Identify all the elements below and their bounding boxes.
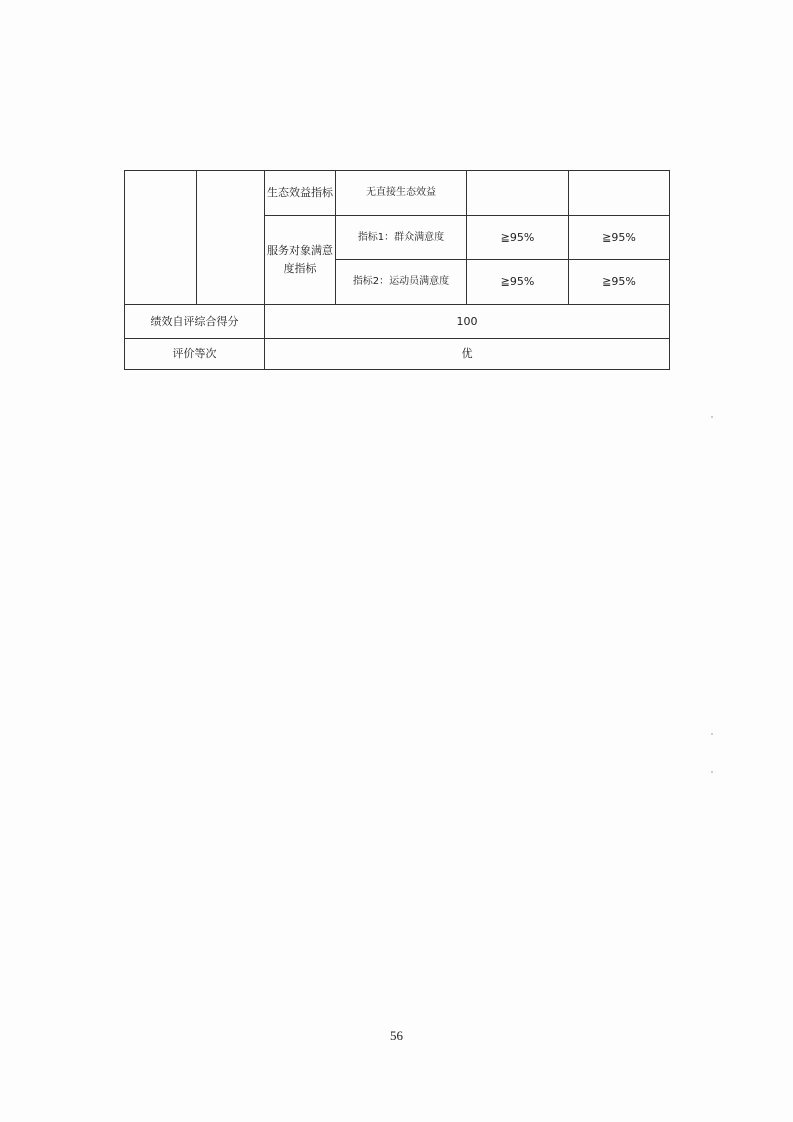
ecological-category-cell: 生态效益指标 xyxy=(265,171,336,216)
satisfaction-item-cell: 指标2：运动员满意度 xyxy=(336,260,467,305)
level1-indicator-cell xyxy=(125,171,197,305)
ecological-target-cell xyxy=(467,171,569,216)
grade-label-cell: 评价等次 xyxy=(125,339,265,370)
scan-speck xyxy=(711,416,713,418)
page-number: 56 xyxy=(390,1028,403,1043)
satisfaction-target-cell: ≧95% xyxy=(467,260,569,305)
grade-value-cell: 优 xyxy=(265,339,670,370)
score-value-cell: 100 xyxy=(265,305,670,339)
satisfaction-item-cell: 指标1：群众满意度 xyxy=(336,216,467,260)
table-row-score xyxy=(125,305,670,339)
satisfaction-category-cell: 服务对象满意度指标 xyxy=(265,216,336,305)
level2-indicator-cell xyxy=(197,171,265,305)
scan-speck xyxy=(711,733,713,735)
score-label-cell: 绩效自评综合得分 xyxy=(125,305,265,339)
performance-evaluation-table xyxy=(124,170,670,370)
satisfaction-actual-cell: ≧95% xyxy=(569,216,670,260)
table-row-ecological xyxy=(125,171,670,216)
ecological-item-cell: 无直接生态效益 xyxy=(336,171,467,216)
scan-speck xyxy=(711,771,713,773)
satisfaction-target-cell: ≧95% xyxy=(467,216,569,260)
ecological-actual-cell xyxy=(569,171,670,216)
table-row-grade xyxy=(125,339,670,370)
satisfaction-actual-cell: ≧95% xyxy=(569,260,670,305)
